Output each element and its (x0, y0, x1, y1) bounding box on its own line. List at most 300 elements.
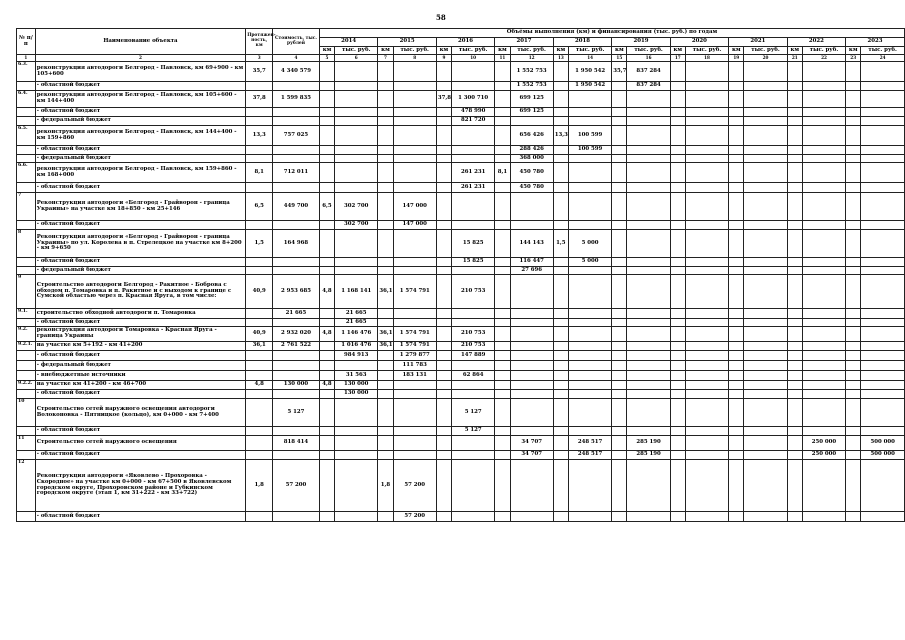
cell-rub (861, 230, 905, 258)
cell-km (319, 91, 334, 108)
cell-rub (685, 91, 728, 108)
cell-rub: 699 125 (510, 108, 553, 117)
cell-rub (393, 390, 436, 399)
column-number: 3 (246, 55, 273, 62)
cell-rub: 5 127 (452, 427, 495, 436)
cell-km (553, 512, 568, 522)
cell-km (670, 451, 685, 460)
column-number: 10 (452, 55, 495, 62)
cell-rub: 368 000 (510, 155, 553, 163)
cell-km (436, 183, 451, 193)
cell-rub (685, 108, 728, 117)
cell-rub: 57 200 (393, 460, 436, 512)
row-cost (273, 390, 320, 399)
column-number: 2 (35, 55, 246, 62)
header-year-2019: 2019 (612, 38, 670, 47)
cell-km (495, 82, 510, 91)
cell-rub (393, 258, 436, 267)
header-rub-2023: тыс. руб. (861, 47, 905, 55)
cell-rub (393, 309, 436, 319)
column-number: 24 (861, 55, 905, 62)
cell-km (670, 183, 685, 193)
cell-rub (568, 342, 611, 351)
cell-km: 37,8 (436, 91, 451, 108)
cell-km (495, 460, 510, 512)
header-rub-2015: тыс. руб. (393, 47, 436, 55)
column-number: 23 (846, 55, 861, 62)
row-cost: 757 025 (273, 126, 320, 146)
cell-km (670, 460, 685, 512)
cell-rub (685, 371, 728, 381)
row-name: - федеральный бюджет (35, 361, 246, 371)
cell-rub (568, 327, 611, 342)
cell-rub (744, 193, 787, 221)
cell-km (553, 82, 568, 91)
row-number (17, 390, 36, 399)
row-name: реконструкция автодороги Белгород - Павловск, км 144+400 - км 159+860 (35, 126, 246, 146)
cell-km (553, 117, 568, 126)
column-number: 14 (568, 55, 611, 62)
cell-rub (685, 309, 728, 319)
cell-rub (335, 146, 378, 155)
cell-rub (393, 436, 436, 451)
cell-rub (452, 193, 495, 221)
cell-km (553, 163, 568, 183)
cell-rub (685, 62, 728, 82)
cell-km (612, 91, 627, 108)
row-number (17, 427, 36, 436)
cell-km (729, 275, 744, 309)
cell-km (495, 319, 510, 327)
cell-rub (452, 319, 495, 327)
cell-km (378, 108, 393, 117)
cell-rub (393, 91, 436, 108)
cell-km (787, 230, 802, 258)
row-length (246, 82, 273, 91)
row-name: Строительство сетей наружного освещения (35, 436, 246, 451)
cell-km (378, 399, 393, 427)
table-row (17, 512, 905, 522)
row-number (17, 361, 36, 371)
cell-km (495, 436, 510, 451)
cell-km (612, 183, 627, 193)
cell-rub (861, 371, 905, 381)
cell-km (436, 427, 451, 436)
cell-km (846, 427, 861, 436)
cell-km (670, 371, 685, 381)
row-cost: 2 761 522 (273, 342, 320, 351)
cell-km (612, 390, 627, 399)
column-number: 21 (787, 55, 802, 62)
table-row (17, 399, 905, 427)
cell-rub (744, 361, 787, 371)
cell-rub (627, 155, 670, 163)
row-number (17, 82, 36, 91)
cell-rub: 285 190 (627, 451, 670, 460)
cell-rub (861, 361, 905, 371)
cell-km (846, 309, 861, 319)
row-cost (273, 258, 320, 267)
row-cost: 2 932 020 (273, 327, 320, 342)
cell-rub (802, 82, 845, 91)
cell-rub (627, 267, 670, 275)
cell-rub: 34 707 (510, 436, 553, 451)
cell-rub (802, 126, 845, 146)
cell-rub (627, 126, 670, 146)
cell-rub (861, 258, 905, 267)
cell-rub (744, 371, 787, 381)
cell-rub (335, 361, 378, 371)
cell-rub (685, 275, 728, 309)
row-number: 6.4. (17, 91, 36, 108)
cell-km (670, 146, 685, 155)
cell-rub (452, 146, 495, 155)
cell-rub (627, 381, 670, 390)
cell-rub (452, 221, 495, 230)
cell-rub (861, 460, 905, 512)
cell-rub: 5 000 (568, 230, 611, 258)
row-cost: 818 414 (273, 436, 320, 451)
cell-rub (627, 193, 670, 221)
cell-rub: 27 696 (510, 267, 553, 275)
cell-km (495, 91, 510, 108)
cell-km (495, 327, 510, 342)
cell-rub (568, 193, 611, 221)
cell-rub: 15 825 (452, 258, 495, 267)
cell-km (319, 146, 334, 155)
cell-rub (568, 381, 611, 390)
cell-rub (452, 460, 495, 512)
column-number: 15 (612, 55, 627, 62)
cell-rub (685, 512, 728, 522)
row-length (246, 371, 273, 381)
cell-rub (744, 155, 787, 163)
row-length: 40,9 (246, 327, 273, 342)
cell-km (612, 108, 627, 117)
cell-rub (744, 512, 787, 522)
header-rub-2018: тыс. руб. (568, 47, 611, 55)
cell-km (436, 512, 451, 522)
cell-rub (802, 183, 845, 193)
cell-km (378, 163, 393, 183)
cell-rub (335, 62, 378, 82)
cell-rub (627, 427, 670, 436)
cell-rub: 1 279 877 (393, 351, 436, 361)
cell-km (612, 460, 627, 512)
cell-rub (510, 512, 553, 522)
row-cost: 130 000 (273, 381, 320, 390)
cell-km (319, 436, 334, 451)
cell-km (553, 146, 568, 155)
cell-km (670, 193, 685, 221)
cell-rub (510, 427, 553, 436)
cell-rub (627, 327, 670, 342)
table-row (17, 117, 905, 126)
cell-rub: 302 700 (335, 221, 378, 230)
cell-rub (510, 361, 553, 371)
cell-rub: 1 574 791 (393, 275, 436, 309)
row-name: - областной бюджет (35, 427, 246, 436)
table-header (17, 29, 905, 62)
cell-rub (861, 275, 905, 309)
row-length: 1,8 (246, 460, 273, 512)
cell-km (787, 361, 802, 371)
cell-rub (685, 427, 728, 436)
cell-km (729, 230, 744, 258)
cell-km (787, 221, 802, 230)
cell-rub (685, 451, 728, 460)
row-cost: 449 700 (273, 193, 320, 221)
column-number: 8 (393, 55, 436, 62)
column-number: 1 (17, 55, 36, 62)
cell-rub: 15 825 (452, 230, 495, 258)
cell-rub (393, 183, 436, 193)
cell-rub (452, 512, 495, 522)
cell-rub (335, 82, 378, 91)
table-body (17, 62, 905, 522)
column-number: 12 (510, 55, 553, 62)
cell-km (670, 436, 685, 451)
header-year-2022: 2022 (787, 38, 845, 47)
cell-km (553, 108, 568, 117)
cell-rub (861, 381, 905, 390)
cell-rub (335, 230, 378, 258)
header-year-2015: 2015 (378, 38, 436, 47)
header-km-2015: км (378, 47, 393, 55)
cell-rub: 57 200 (393, 512, 436, 522)
header-rub-2019: тыс. руб. (627, 47, 670, 55)
cell-rub: 5 000 (568, 258, 611, 267)
row-number (17, 183, 36, 193)
cell-rub: 250 000 (802, 451, 845, 460)
cell-km (787, 91, 802, 108)
cell-km (319, 117, 334, 126)
cell-km (378, 381, 393, 390)
cell-rub (627, 146, 670, 155)
cell-km (495, 275, 510, 309)
column-number: 19 (729, 55, 744, 62)
cell-km (787, 275, 802, 309)
row-name: - областной бюджет (35, 351, 246, 361)
cell-km (670, 275, 685, 309)
cell-km (553, 183, 568, 193)
cell-rub (393, 117, 436, 126)
cell-km (787, 309, 802, 319)
cell-rub (393, 399, 436, 427)
cell-km (729, 117, 744, 126)
cell-rub (685, 183, 728, 193)
cell-km: 36,1 (378, 342, 393, 351)
cell-rub: 450 780 (510, 183, 553, 193)
cell-km (319, 451, 334, 460)
row-name: - областной бюджет (35, 108, 246, 117)
cell-rub: 100 599 (568, 146, 611, 155)
cell-km (670, 155, 685, 163)
row-name: - областной бюджет (35, 512, 246, 522)
cell-rub: 130 000 (335, 390, 378, 399)
page-number: 58 (436, 13, 446, 22)
cell-km (729, 512, 744, 522)
row-name: на участке км 41+200 - км 46+700 (35, 381, 246, 390)
cell-km (846, 327, 861, 342)
table-row (17, 91, 905, 108)
row-cost (273, 155, 320, 163)
cell-km (495, 108, 510, 117)
table-row (17, 342, 905, 351)
header-year-2023: 2023 (846, 38, 905, 47)
cell-km (787, 163, 802, 183)
cell-rub (685, 163, 728, 183)
cell-rub (685, 460, 728, 512)
cell-rub (861, 163, 905, 183)
row-number (17, 451, 36, 460)
cell-km (319, 258, 334, 267)
cell-km (846, 361, 861, 371)
cell-km (553, 193, 568, 221)
cell-rub (568, 427, 611, 436)
row-name: на участке км 5+192 - км 41+200 (35, 342, 246, 351)
header-volumes: Объёмы выполнения (км) и финансирования (тыс. руб.) по годам (319, 29, 904, 38)
cell-rub (510, 351, 553, 361)
cell-km (729, 267, 744, 275)
cell-km (319, 460, 334, 512)
financing-table (16, 28, 905, 522)
cell-rub (510, 381, 553, 390)
cell-rub (452, 62, 495, 82)
cell-km (787, 371, 802, 381)
column-number: 5 (319, 55, 334, 62)
cell-km (553, 221, 568, 230)
cell-km (319, 82, 334, 91)
cell-km (495, 512, 510, 522)
cell-rub (510, 193, 553, 221)
cell-km (612, 427, 627, 436)
cell-rub (744, 126, 787, 146)
cell-km (319, 230, 334, 258)
cell-rub (393, 163, 436, 183)
row-length (246, 390, 273, 399)
cell-km (846, 267, 861, 275)
cell-rub (744, 230, 787, 258)
row-length: 40,9 (246, 275, 273, 309)
cell-km (612, 512, 627, 522)
row-length: 35,7 (246, 62, 273, 82)
cell-rub (452, 155, 495, 163)
cell-km (612, 351, 627, 361)
cell-rub: 183 131 (393, 371, 436, 381)
cell-km (495, 193, 510, 221)
cell-km (787, 117, 802, 126)
cell-rub (568, 319, 611, 327)
cell-rub (335, 126, 378, 146)
row-length (246, 117, 273, 126)
cell-km (670, 381, 685, 390)
cell-rub (802, 146, 845, 155)
cell-rub (568, 309, 611, 319)
row-cost (273, 351, 320, 361)
row-number (17, 512, 36, 522)
cell-km (495, 309, 510, 319)
column-number: 9 (436, 55, 451, 62)
cell-rub (685, 361, 728, 371)
cell-rub (744, 91, 787, 108)
cell-rub (568, 390, 611, 399)
table-row (17, 193, 905, 221)
cell-km (553, 381, 568, 390)
header-km-2019: км (612, 47, 627, 55)
cell-rub (452, 436, 495, 451)
cell-rub (802, 309, 845, 319)
cell-km (729, 381, 744, 390)
cell-km (436, 126, 451, 146)
cell-rub (744, 460, 787, 512)
cell-km (670, 126, 685, 146)
header-km-2022: км (787, 47, 802, 55)
row-cost (273, 108, 320, 117)
cell-km (729, 390, 744, 399)
cell-rub: 100 599 (568, 126, 611, 146)
cell-km (436, 309, 451, 319)
cell-rub (861, 327, 905, 342)
row-cost: 5 127 (273, 399, 320, 427)
row-name: - внебюджетные источники (35, 371, 246, 381)
cell-km (378, 126, 393, 146)
cell-km (378, 146, 393, 155)
cell-rub (685, 399, 728, 427)
row-length (246, 361, 273, 371)
cell-km (846, 258, 861, 267)
cell-rub (452, 451, 495, 460)
cell-rub (335, 451, 378, 460)
cell-km (495, 117, 510, 126)
cell-rub (861, 399, 905, 427)
cell-km (553, 309, 568, 319)
header-km-2020: км (670, 47, 685, 55)
cell-km (495, 427, 510, 436)
cell-km (319, 399, 334, 427)
cell-rub (510, 117, 553, 126)
cell-km (378, 62, 393, 82)
cell-km (729, 163, 744, 183)
cell-rub (744, 62, 787, 82)
cell-km (553, 258, 568, 267)
row-name: - федеральный бюджет (35, 117, 246, 126)
cell-km (436, 436, 451, 451)
cell-km (553, 427, 568, 436)
cell-rub: 302 700 (335, 193, 378, 221)
table-row (17, 62, 905, 82)
cell-rub (744, 451, 787, 460)
cell-km (729, 126, 744, 146)
row-cost (273, 267, 320, 275)
cell-km (846, 381, 861, 390)
cell-rub (744, 381, 787, 390)
cell-km: 1,8 (378, 460, 393, 512)
cell-km (670, 221, 685, 230)
cell-km: 1,5 (553, 230, 568, 258)
row-length (246, 399, 273, 427)
row-cost (273, 427, 320, 436)
row-cost (273, 371, 320, 381)
cell-km (612, 361, 627, 371)
cell-rub (744, 221, 787, 230)
cell-km (670, 62, 685, 82)
cell-km (495, 371, 510, 381)
cell-rub: 500 000 (861, 436, 905, 451)
cell-rub (802, 267, 845, 275)
cell-rub (627, 399, 670, 427)
cell-km: 4,8 (319, 275, 334, 309)
